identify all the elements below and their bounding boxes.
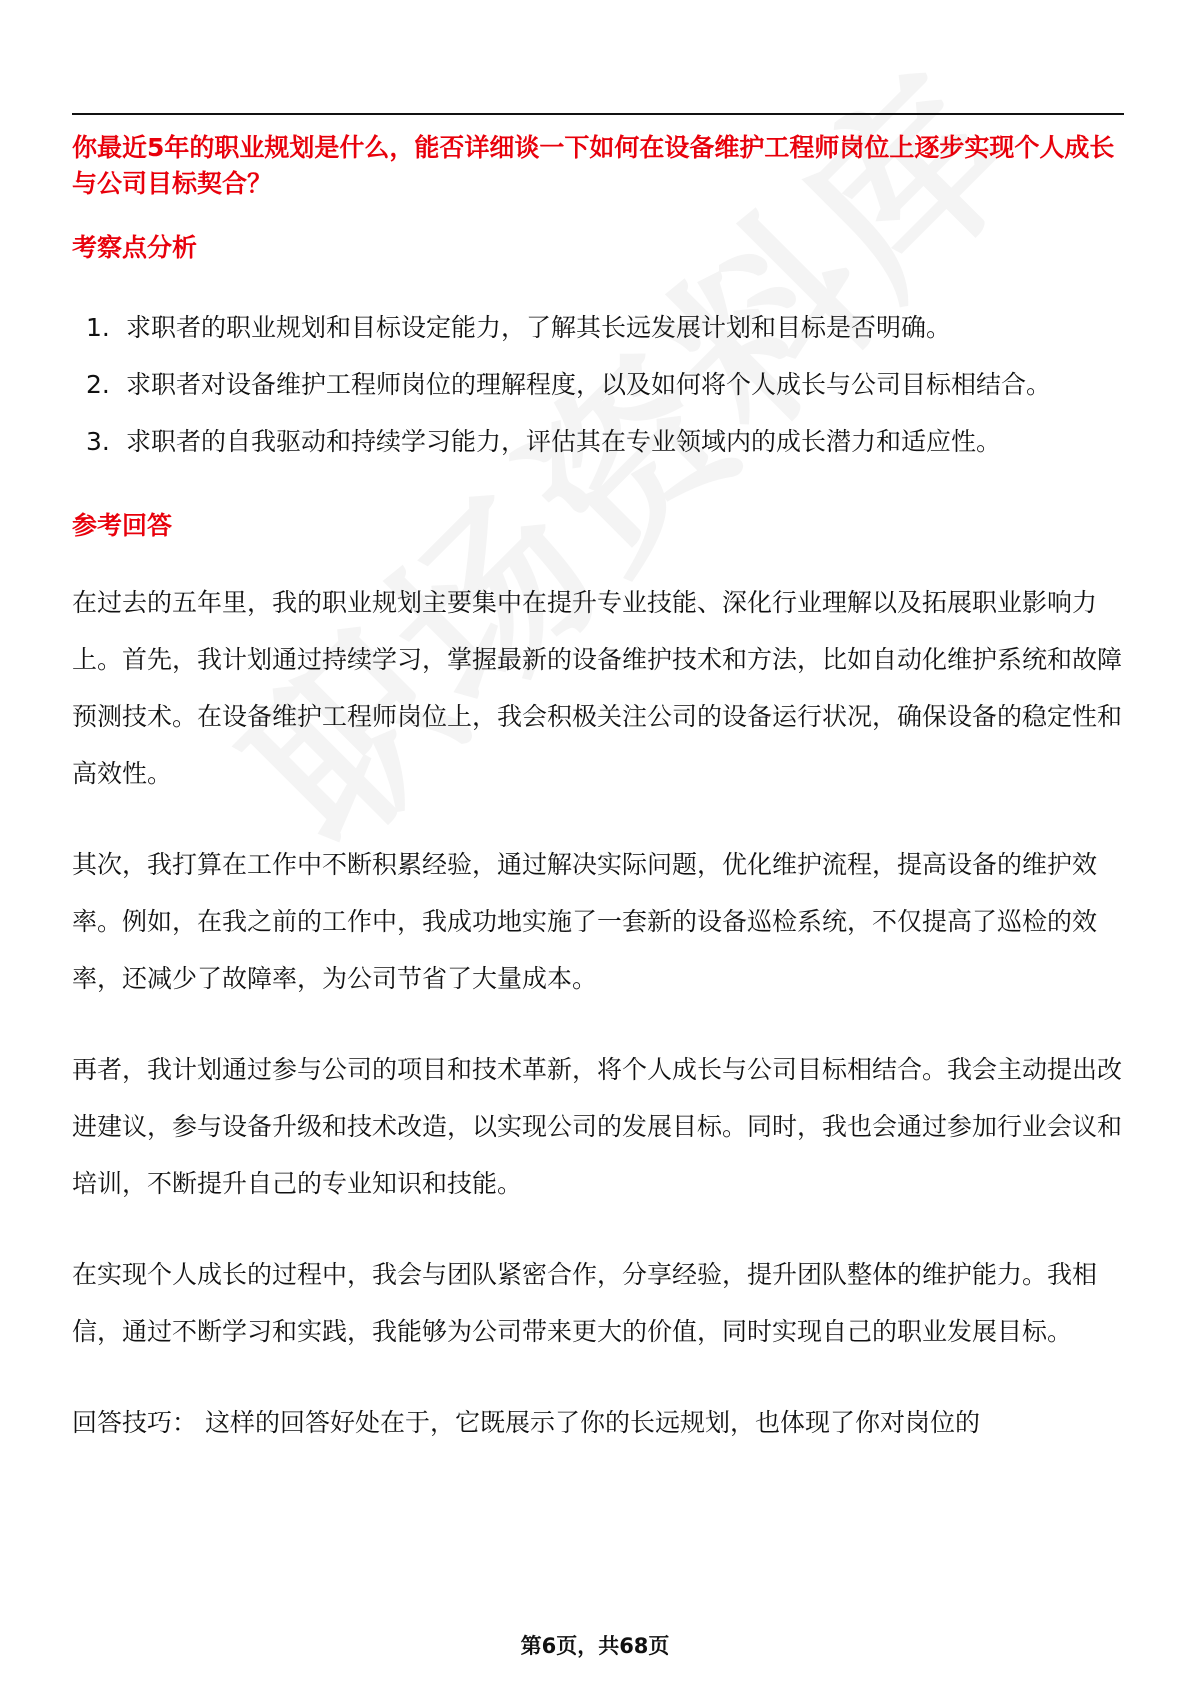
answer-paragraph: 在过去的五年里，我的职业规划主要集中在提升专业技能、深化行业理解以及拓展职业影响力上。首先，我计划通过持续学习，掌握最新的设备维护技术和方法，比如自动化维护系统和故障预测技术。在设备维护工程师岗位上，我会积极关注公司的设备运行状况，确保设备的稳定性和高效性。 [72, 588, 1123, 788]
list-item-text: 求职者的自我驱动和持续学习能力，评估其在专业领域内的成长潜力和适应性。 [126, 427, 1002, 456]
list-item [72, 299, 1128, 356]
answer-paragraph: 在实现个人成长的过程中，我会与团队紧密合作，分享经验，提升团队整体的维护能力。我相信，通过不断学习和实践，我能够为公司带来更大的价值，同时实现自己的职业发展目标。 [72, 1260, 1098, 1346]
list-item-text: 求职者的职业规划和目标设定能力，了解其长远发展计划和目标是否明确。 [126, 313, 952, 342]
interview-question: 你最近5年的职业规划是什么，能否详细谈一下如何在设备维护工程师岗位上逐步实现个人成长与公司目标契合？ [72, 133, 1115, 198]
list-item-text: 求职者对设备维护工程师岗位的理解程度，以及如何将个人成长与公司目标相结合。 [126, 370, 1052, 399]
page-content [72, 130, 1128, 1451]
list-item [72, 413, 1128, 470]
list-item-number: 1. [86, 313, 110, 342]
header-rule [72, 113, 1124, 115]
list-item [72, 356, 1128, 413]
answer-tips-paragraph: 回答技巧： 这样的回答好处在于，它既展示了你的长远规划，也体现了你对岗位的 [72, 1408, 980, 1437]
answer-heading: 参考回答 [72, 511, 173, 540]
list-item-number: 2. [86, 370, 110, 399]
list-item-number: 3. [86, 427, 110, 456]
analysis-list [72, 299, 1128, 470]
page-number: 第6页，共68页 [520, 1634, 670, 1658]
answer-paragraph: 其次，我打算在工作中不断积累经验，通过解决实际问题，优化维护流程，提高设备的维护效率。例如，在我之前的工作中，我成功地实施了一套新的设备巡检系统，不仅提高了巡检的效率，还减少了故障率，为公司节省了大量成本。 [72, 850, 1098, 993]
answer-paragraph: 再者，我计划通过参与公司的项目和技术革新，将个人成长与公司目标相结合。我会主动提出改进建议，参与设备升级和技术改造，以实现公司的发展目标。同时，我也会通过参加行业会议和培训，不断提升自己的专业知识和技能。 [72, 1055, 1123, 1198]
analysis-heading: 考察点分析 [72, 233, 198, 262]
